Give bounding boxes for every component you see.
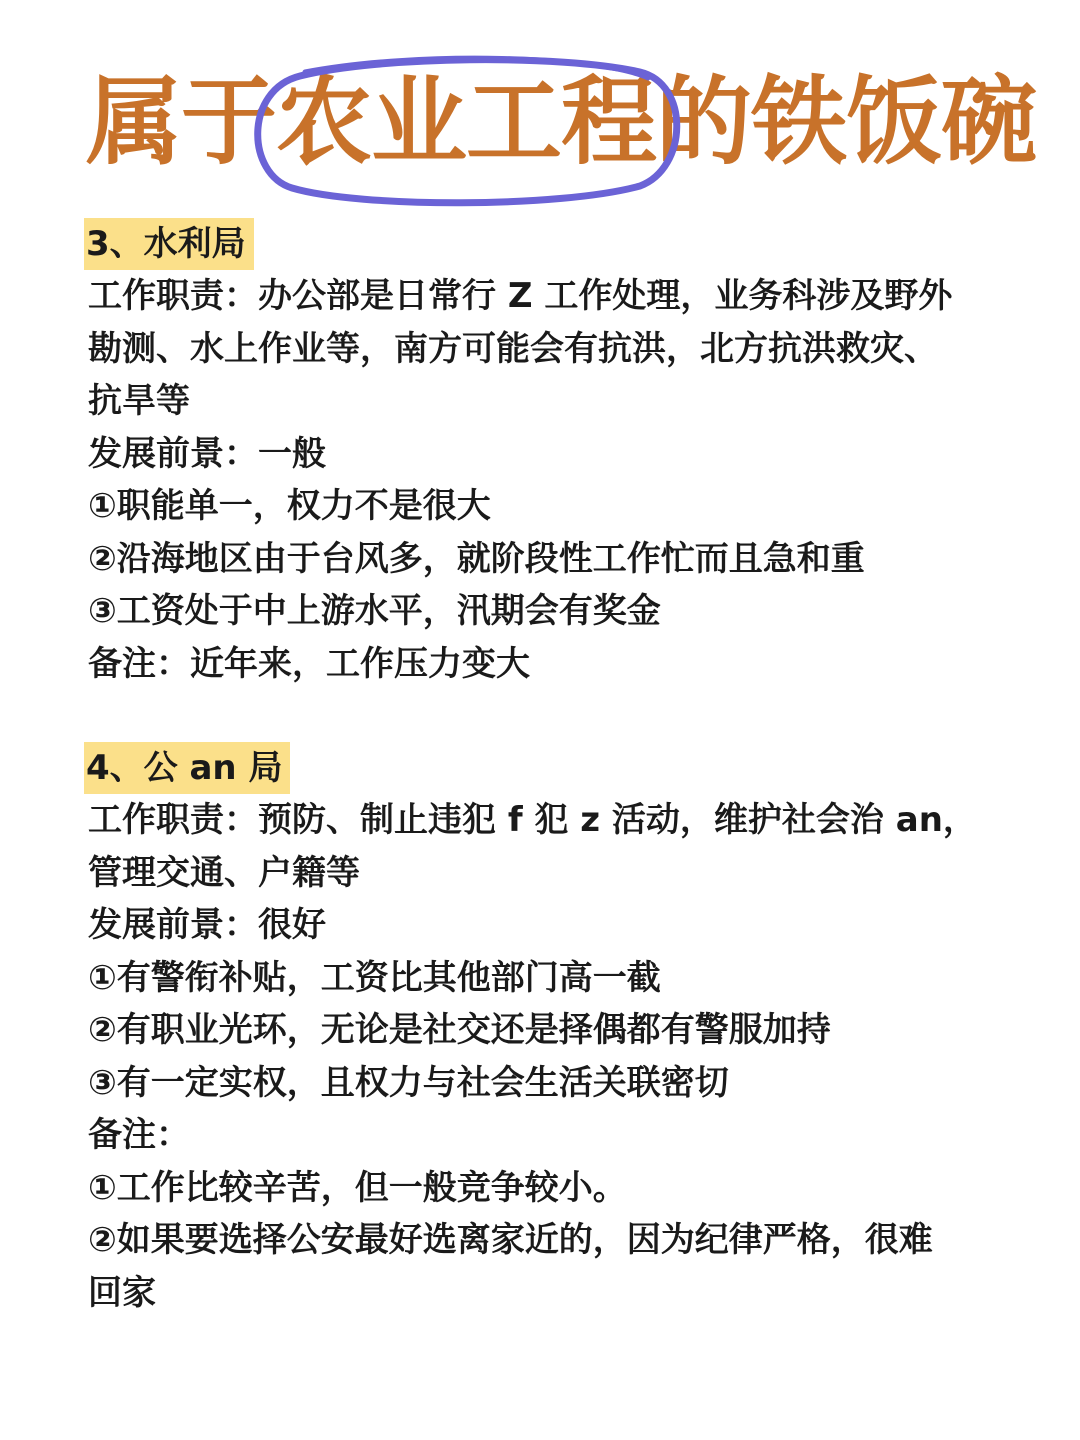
article-content [88,218,1008,1319]
text-line: 回家 [88,1272,156,1313]
section-heading: 4、公 an 局 [84,742,290,794]
text-line: ①职能单一，权力不是很大 [88,486,491,526]
text-line: ①工作比较辛苦，但一般竞争较小。 [88,1167,627,1208]
text-line: 备注： [88,1115,190,1155]
title-block [0,48,1080,208]
text-line: 发展前景：一般 [88,433,326,474]
text-line: ①有警衔补贴，工资比其他部门高一截 [88,957,661,998]
text-line: 备注：近年来，工作压力变大 [88,643,530,684]
page-title: 属于农业工程的铁饭碗 [86,66,1036,178]
text-line: ②有职业光环，无论是社交还是择偶都有警服加持 [88,1010,831,1050]
text-line: 管理交通、户籍等 [88,852,360,893]
text-line: ③有一定实权，且权力与社会生活关联密切 [88,1062,729,1103]
text-line: ②如果要选择公安最好选离家近的，因为纪律严格，很难 [88,1220,933,1260]
section-public-security-bureau [88,742,1008,1319]
text-line: 发展前景：很好 [88,905,326,945]
section-divider-space [88,690,1008,742]
section-heading: 3、水利局 [84,218,254,270]
text-line: 工作职责：办公部是日常行 Z 工作处理，业务科涉及野外 [88,276,953,316]
text-line: ③工资处于中上游水平，汛期会有奖金 [88,591,661,631]
text-line: 抗旱等 [88,381,190,421]
text-line: 工作职责：预防、制止违犯 f 犯 z 活动，维护社会治 an， [88,800,977,840]
text-line: 勘测、水上作业等，南方可能会有抗洪，北方抗洪救灾、 [88,328,938,369]
text-line: ②沿海地区由于台风多，就阶段性工作忙而且急和重 [88,538,865,579]
section-water-bureau [88,218,1008,690]
